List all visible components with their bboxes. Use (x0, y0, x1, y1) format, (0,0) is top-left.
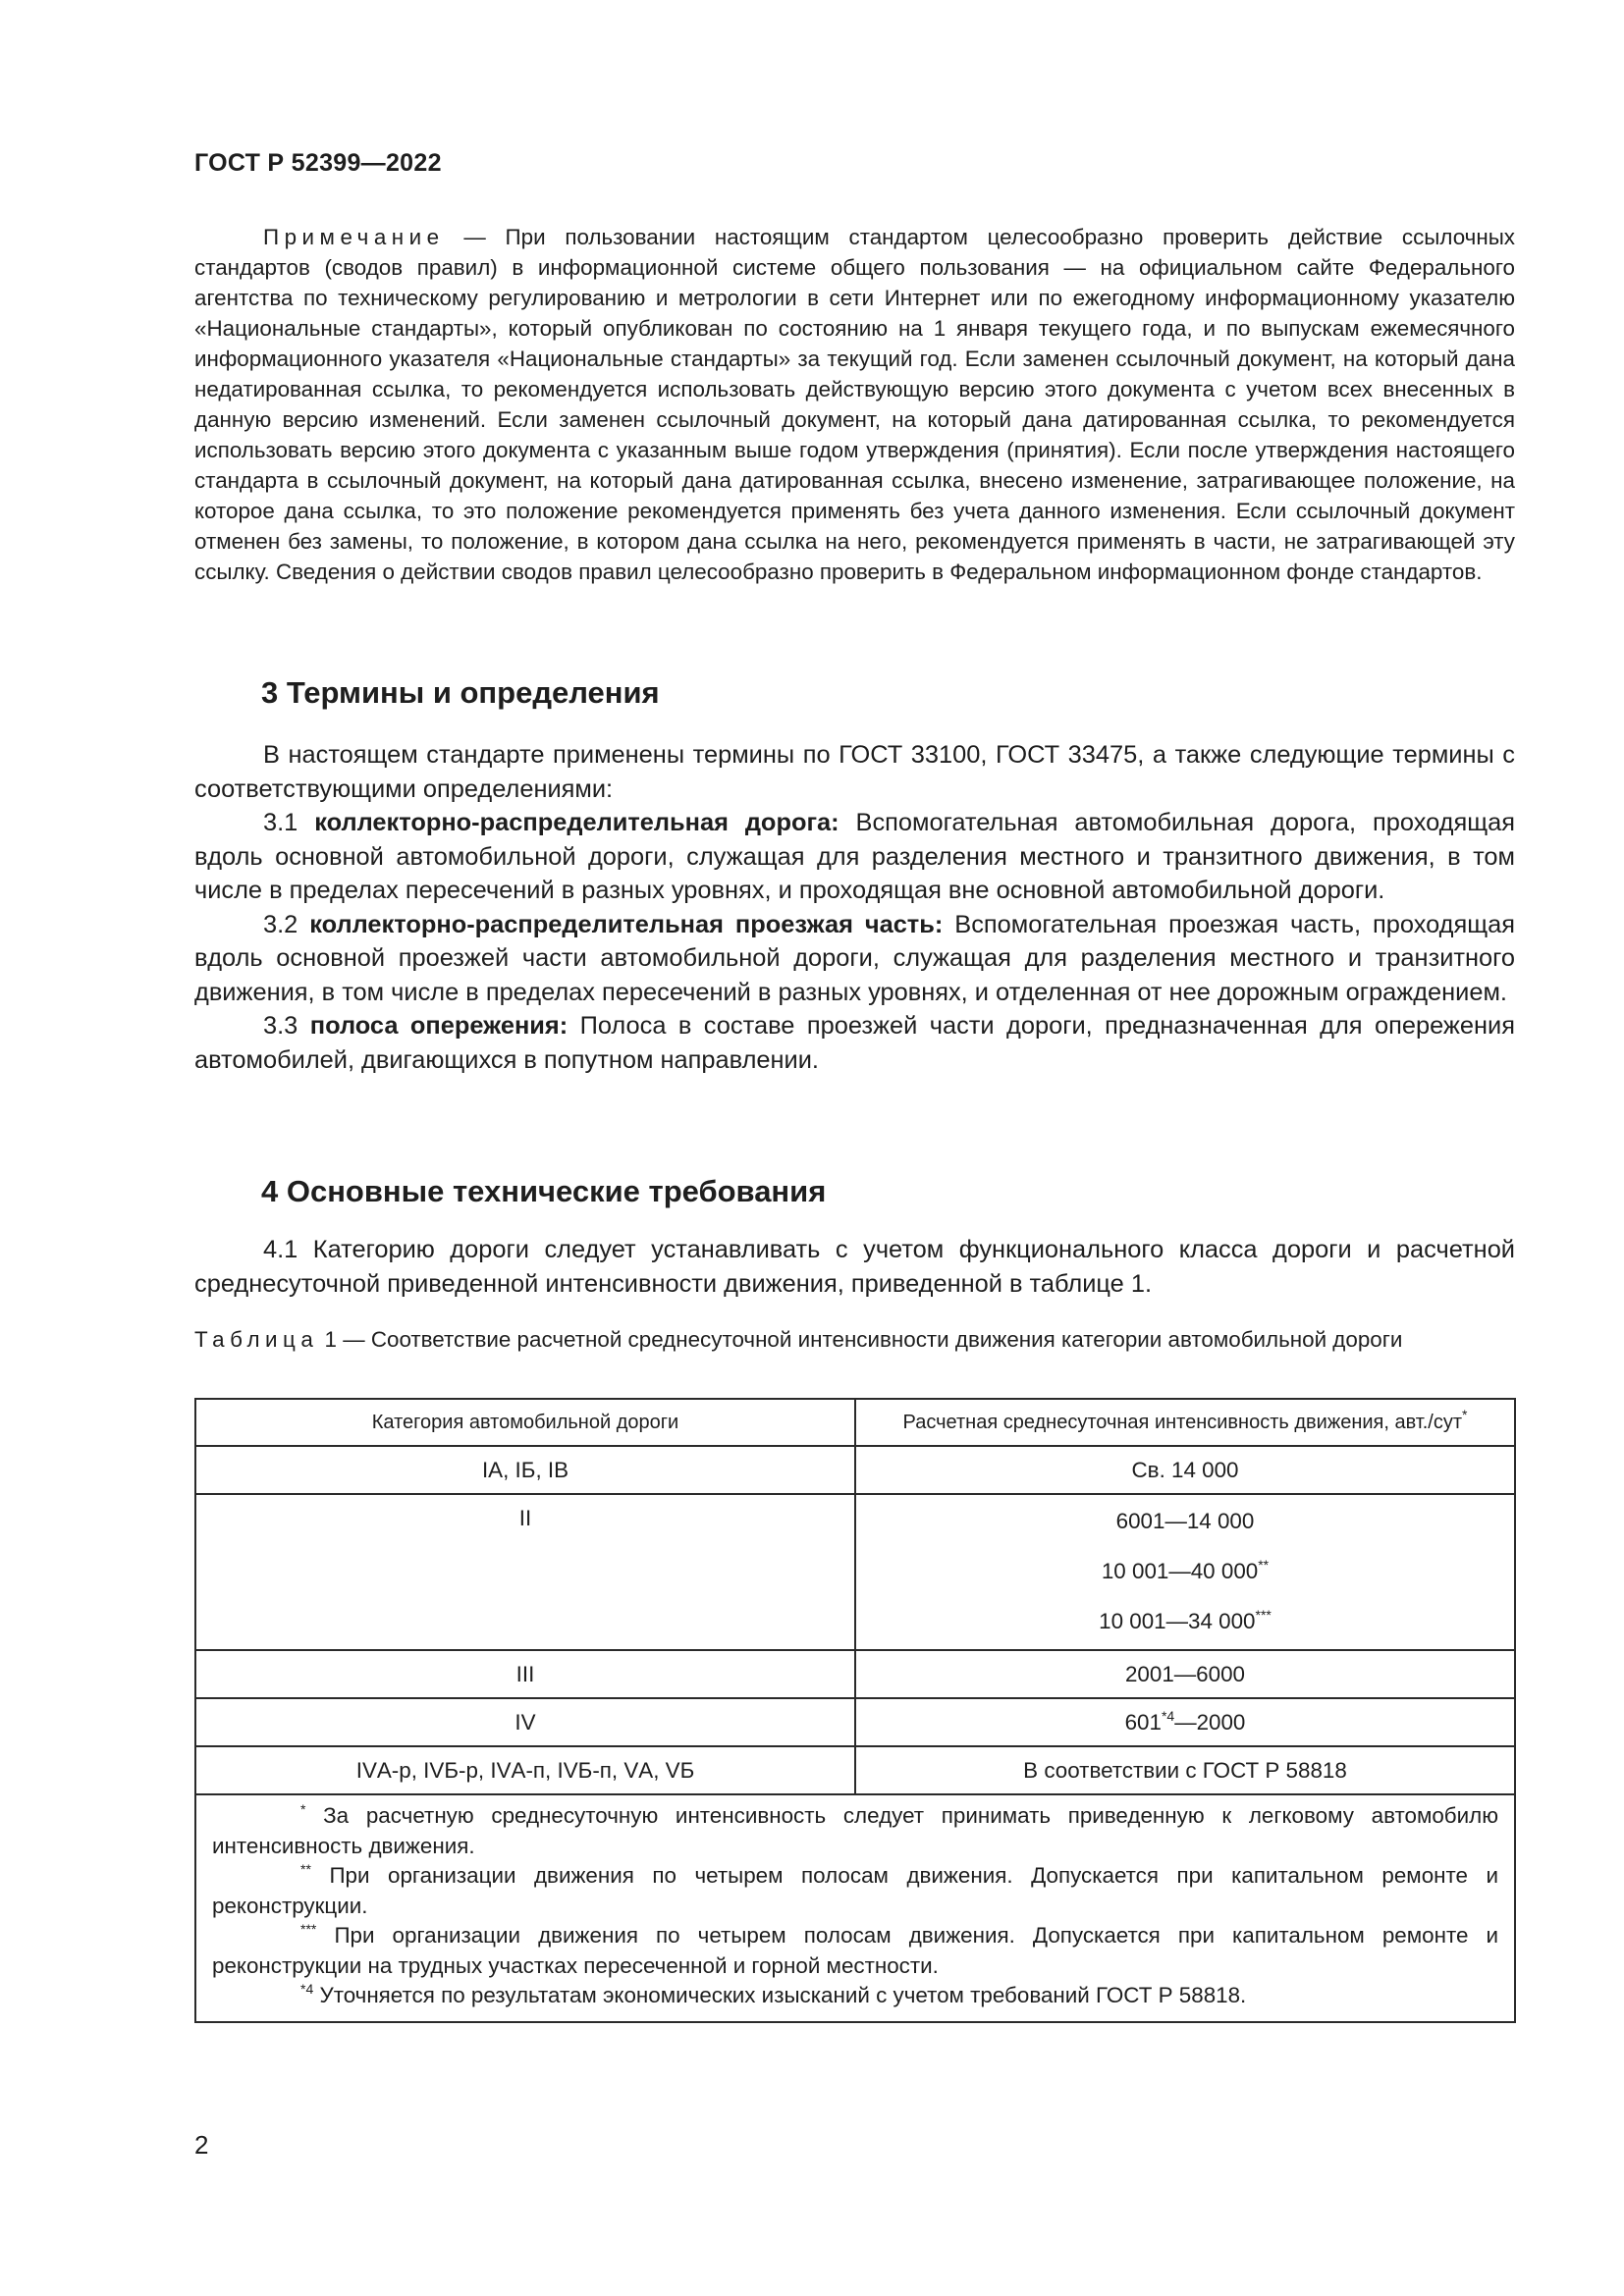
term-name: полоса опережения: (309, 1012, 568, 1040)
term-name: коллекторно-распределительная дорога: (314, 809, 839, 836)
paragraph-4-1: 4.1 Категорию дороги следует устанавливать с учетом функционального класса дороги и расчетной среднесуточной приведенной интенсивности движения, приведенной в таблице 1. (194, 1236, 1515, 1298)
table-header-category: Категория автомобильной дороги (195, 1399, 855, 1446)
term-3-1: 3.1 коллекторно-распределительная дорога: Вспомогательная автомобильная дорога, проходящая вдоль основной автомобильной дороги, служащая для разделения местного и транзитного движения, в том числе в пределах пересечений в разных уровнях, и проходящая вне основной автомобильной дороги. (194, 809, 1515, 904)
term-3-3: 3.3 полоса опережения: Полоса в составе проезжей части дороги, предназначенная для опережения автомобилей, двигающихся в попутном направлении. (194, 1012, 1515, 1074)
document-header: ГОСТ Р 52399—2022 (194, 149, 442, 177)
footnote: *** При организации движения по четырем полосам движения. Допускается при капитальном ремонте и реконструкции на трудных участках пересеченной и горной местности. (212, 1921, 1498, 1978)
term-3-2: 3.2 коллекторно-распределительная проезжая часть: Вспомогательная проезжая часть, проходящая вдоль основной проезжей части автомобильной дороги, служащая для разделения местного и транзитного движения, в том числе в пределах пересечений в разных уровнях, и отделенная от нее дорожным ограждением. (194, 910, 1515, 1006)
table-row: IА, IБ, IВ Св. 14 000 (195, 1446, 1515, 1494)
table-footnotes-row (195, 1794, 1515, 2022)
table-row: III 2001—6000 (195, 1650, 1515, 1698)
section-3-title: 3 Термины и определения (261, 675, 660, 710)
footnote: ** При организации движения по четырем полосам движения. Допускается при капитальном ремонте и реконструкции. (212, 1861, 1498, 1918)
section-3-intro: В настоящем стандарте применены термины по ГОСТ 33100, ГОСТ 33475, а также следующие термины с соответствующими определениями: (194, 741, 1515, 803)
page-number: 2 (194, 2130, 209, 2160)
section-4-title: 4 Основные технические требования (261, 1174, 827, 1208)
table-caption (194, 1325, 1515, 1355)
table-caption-label: Таблица (194, 1327, 319, 1352)
table-row: IV 601$^{*4}$—2000 (195, 1698, 1515, 1746)
table-header-intensity: Расчетная среднесуточная интенсивность движения, авт./сут* (855, 1399, 1515, 1446)
note-text: — При пользовании настоящим стандартом целесообразно проверить действие ссылочных стандартов (сводов правил) в информационной системе общего пользования — на официальном сайте Федерального агентства по техническому регулированию и метрологии в сети Интернет или по ежегодному информационному указателю «Национальные стандарты», который опубликован по состоянию на 1 января текущего года, и по выпускам ежемесячного информационного указателя «Национальные стандарты» за текущий год. Если заменен ссылочный документ, на который дана недатированная ссылка, то рекомендуется использовать действующую версию этого документа с учетом всех внесенных в данную версию изменений. Если заменен ссылочный документ, на который дана датированная ссылка, то рекомендуется использовать версию этого документа с указанным выше годом утверждения (принятия). Если после утверждения настоящего стандарта в ссылочный документ, на который дана датированная ссылка, внесено изменение, затрагивающее положение, на которое дана ссылка, то это положение рекомендуется применять без учета данного изменения. Если ссылочный документ отменен без замены, то положение, в котором дана ссылка на него, рекомендуется применять в части, не затрагивающей эту ссылку. Сведения о действии сводов правил целесообразно проверить в Федеральном информационном фонде стандартов. (194, 225, 1515, 584)
footnote: $^{*4}$ Уточняется по результатам экономических изысканий с учетом требований ГОСТ Р 58818. (300, 1981, 1247, 2007)
table-footnotes (195, 1794, 1515, 2022)
term-name: коллекторно-распределительная проезжая часть: (309, 910, 944, 938)
table-row: II 6001—14 000 10 001—40 000** 10 001—34 000*** (195, 1494, 1515, 1650)
footnote: * За расчетную среднесуточную интенсивность следует принимать приведенную к легковому автомобилю интенсивность движения. (212, 1801, 1498, 1858)
table-caption-text: 1 — Соответствие расчетной среднесуточной интенсивности движения категории автомобильной дороги (324, 1327, 1403, 1352)
category-intensity-table (194, 1398, 1516, 2023)
table-row: IVА-р, IVБ-р, IVА-п, IVБ-п, VА, VБ В соответствии с ГОСТ Р 58818 (195, 1746, 1515, 1794)
section-4-body (194, 1233, 1515, 1301)
note-label: Примечание (263, 225, 445, 249)
section-3-body (194, 738, 1515, 1077)
table-header-row (195, 1399, 1515, 1446)
reference-note (194, 222, 1515, 587)
